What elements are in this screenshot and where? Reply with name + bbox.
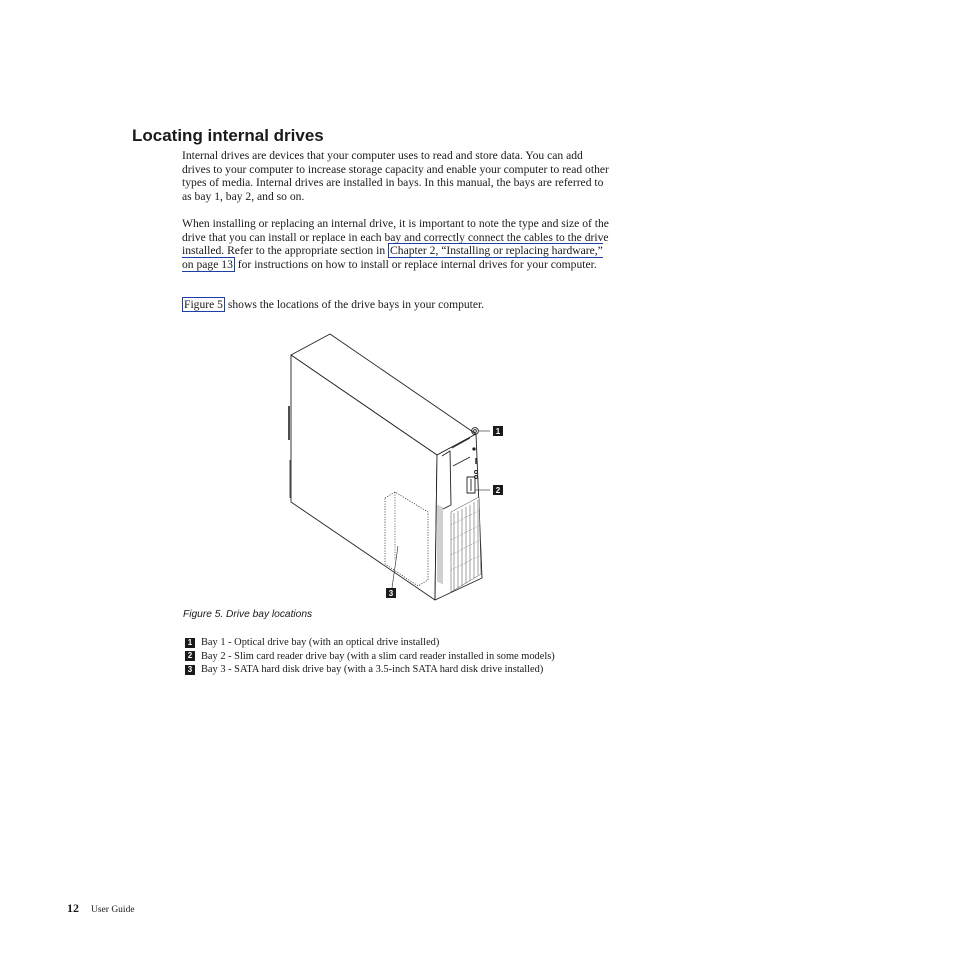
section-heading: Locating internal drives: [132, 126, 324, 145]
figure-5-link[interactable]: Figure 5: [184, 298, 223, 311]
legend-text: Bay 2 - Slim card reader drive bay (with a slim card reader installed in some models): [201, 650, 555, 662]
legend-callout: 3: [185, 665, 195, 675]
chapter-2-link[interactable]: Chapter 2, “Installing or replacing hardware,” on page 13: [182, 244, 603, 271]
legend-callout: 1: [185, 638, 195, 648]
page-number: 12: [67, 901, 79, 915]
intro-paragraph: Internal drives are devices that your computer uses to read and store data. You can add drives to your computer to increase storage capacity and enable your computer to read other types of media. Internal drives are installed in bays. In this manual, the bays are referred to as bay 1, bay 2, and so on.: [182, 149, 609, 203]
figure-reference-text: shows the locations of the drive bays in your computer.: [224, 298, 485, 311]
install-paragraph-text-end: for instructions on how to install or replace internal drives for your computer.: [234, 257, 597, 271]
figure-reference-paragraph: [182, 298, 614, 312]
callout-1-label: 1: [495, 427, 501, 436]
page-footer: [67, 901, 135, 916]
legend-item: [185, 636, 555, 650]
legend-item: [185, 663, 555, 677]
legend-callout: 2: [185, 651, 195, 661]
drive-bay-illustration: [270, 330, 510, 604]
install-paragraph-text: When installing or replacing an internal drive, it is important to note the type and size of the drive that you can install or replace in each bay and correctly connect the cables to the drive installed. Refer to the appropriate section in: [182, 217, 609, 258]
figure-caption: Figure 5. Drive bay locations: [183, 609, 313, 620]
callout-2-label: 2: [495, 486, 501, 495]
install-paragraph: [182, 217, 614, 271]
legend-text: Bay 1 - Optical drive bay (with an optical drive installed): [201, 637, 440, 649]
legend-item: [185, 650, 555, 664]
footer-document-title: User Guide: [91, 905, 135, 915]
legend-text: Bay 3 - SATA hard disk drive bay (with a 3.5-inch SATA hard disk drive installed): [201, 664, 544, 676]
callout-3-label: 3: [388, 589, 394, 598]
figure-legend: [185, 636, 555, 677]
